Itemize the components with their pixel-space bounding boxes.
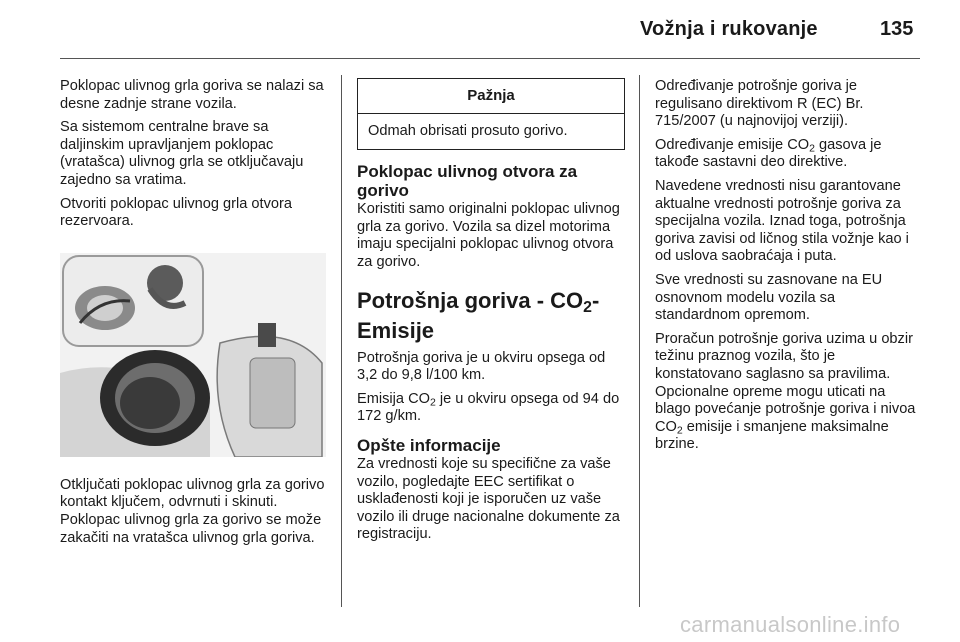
page-number: 135 xyxy=(880,18,914,40)
watermark: carmanualsonline.info xyxy=(680,612,901,637)
main-section-heading: Potrošnja goriva - $CO_2$-Emisije xyxy=(357,287,600,343)
page-header-title: Vožnja i rukovanje xyxy=(640,18,818,40)
paragraph: Za vrednosti koje su specifične za vaše vozilo, pogledajte EEC sertifikat o usklađenosti koji je isporučen uz vaše vozilo ili druge nacionalne dokumente za registraciju. xyxy=(357,455,620,543)
paragraph: Emisija $CO_2$ je u okviru opsega od 94 do 172 g/km. xyxy=(357,390,620,425)
paragraph: Koristiti samo originalni poklopac ulivnog grla za gorivo. Vozila sa dizel motorima imaju specijalni poklopac ulivnog otvora za gorivo. xyxy=(357,201,620,270)
section-heading: Opšte informacije xyxy=(357,435,501,455)
paragraph: Sa sistemom centralne brave sa daljinskim upravljanjem poklopac (vratašca) ulivnog grla se otključavaju zajedno sa vratima. xyxy=(60,119,304,188)
warning-notice-box xyxy=(357,78,625,150)
fuel-cap-drawing xyxy=(60,253,326,457)
paragraph: Proračun potrošnje goriva uzima u obzir težinu praznog vozila, što je konstatovano saglasno sa pravilima. Opcionalne opreme mogu uticati na blago povećanje potrošnje goriva i nivoa $CO_2$ emisije i smanjene maksimalne brzine. xyxy=(655,330,916,453)
paragraph: Otključati poklopac ulivnog grla za gorivo kontakt ključem, odvrnuti i skinuti. Poklopac ulivnog grla za gorivo se može zakačiti na vratašca ulivnog grla goriva. xyxy=(60,476,325,546)
column-3 xyxy=(655,78,923,460)
fuel-filler-illustration xyxy=(60,253,326,457)
column-divider-left xyxy=(341,75,342,607)
notice-body: Odmah obrisati prosuto gorivo. xyxy=(368,122,568,139)
header-rule xyxy=(60,58,920,59)
paragraph: Određivanje potrošnje goriva je regulisano direktivom R (EC) Br. 715/2007 (u najnovijoj verziji). xyxy=(655,78,864,130)
section-heading: Poklopac ulivnog otvora za gorivo xyxy=(357,162,578,201)
paragraph: Određivanje emisije $CO_2$ gasova je takođe sastavni deo direktive. xyxy=(655,136,882,171)
paragraph: Sve vrednosti su zasnovane na EU osnovnom modelu vozila sa standardnom opremom. xyxy=(655,271,883,324)
paragraph: Otvoriti poklopac ulivnog grla otvora rezervoara. xyxy=(60,195,292,230)
paragraph: Potrošnja goriva je u okviru opsega od 3,2 do 9,8 l/100 km. xyxy=(357,349,606,384)
column-1 xyxy=(60,78,326,553)
notice-title: Pažnja xyxy=(358,79,624,114)
column-2 xyxy=(357,78,625,550)
paragraph: Navedene vrednosti nisu garantovane aktualne vrednosti potrošnje goriva za specijalna vozila. Iznad toga, potrošnja goriva zavisi od ličnog stila vožnje kao i od uslova saobraćaja i puta. xyxy=(655,177,909,265)
column-divider-right xyxy=(639,75,640,607)
paragraph: Poklopac ulivnog grla goriva se nalazi sa desne zadnje strane vozila. xyxy=(60,78,324,112)
